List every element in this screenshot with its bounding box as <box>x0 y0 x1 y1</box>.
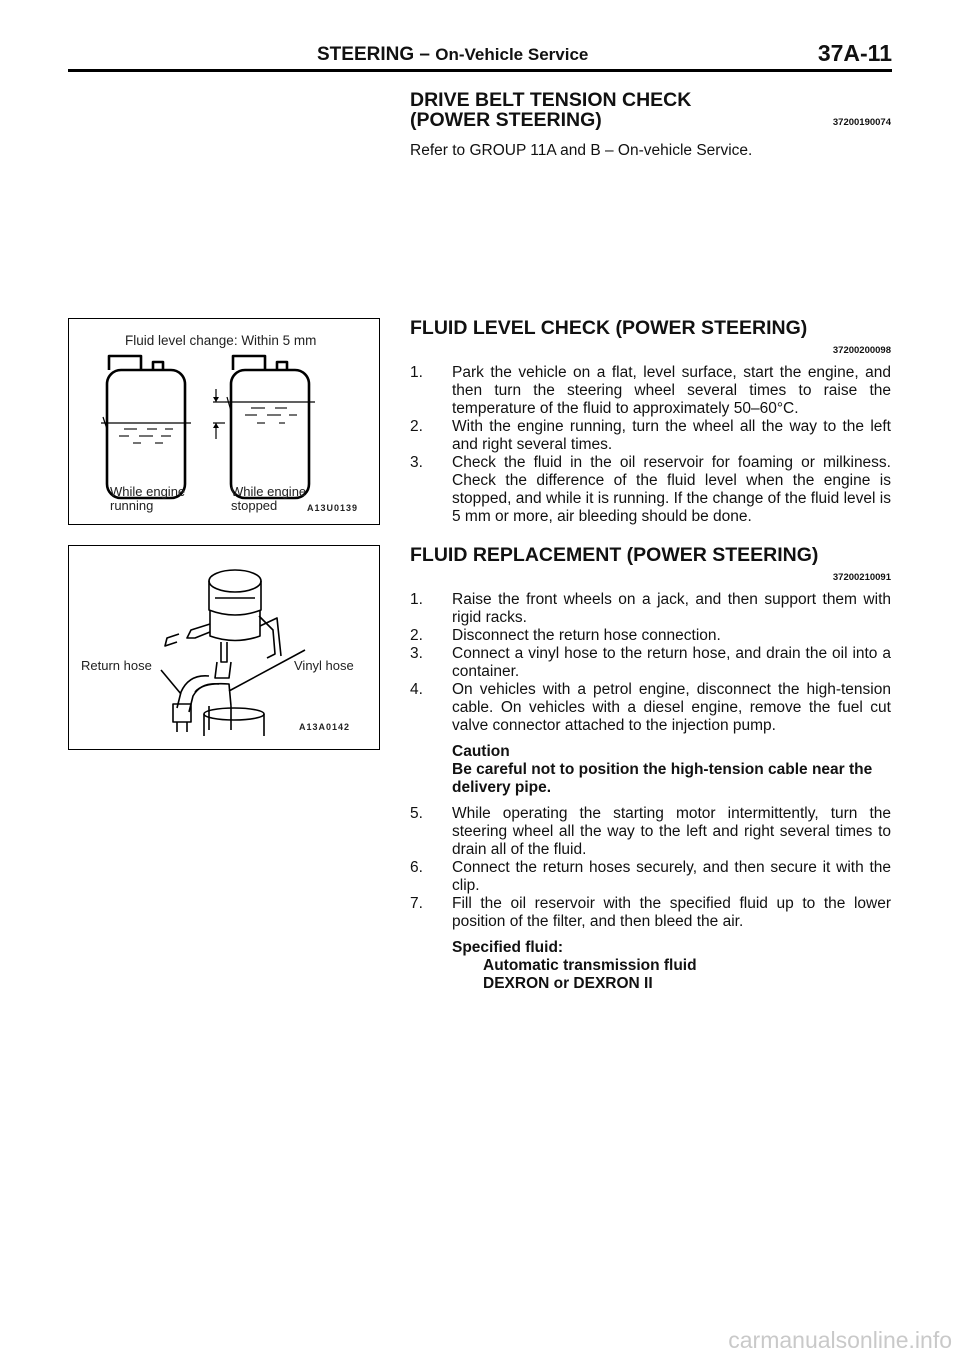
figure-code: A13U0139 <box>307 503 359 513</box>
list-item: 1. Park the vehicle on a flat, level surface, start the engine, and then turn the steering wheel several times to raise the temperature of the fluid to approximately 50–60°C. <box>410 364 891 417</box>
step-list <box>410 364 891 526</box>
section-code: 37200210091 <box>832 572 891 583</box>
list-item: 3. Connect a vinyl hose to the return hose, and drain the oil into a container. <box>410 645 891 680</box>
page-header <box>0 40 960 68</box>
header-section: STEERING <box>317 44 415 65</box>
header-rule <box>68 69 892 72</box>
step-list <box>410 805 891 931</box>
section-code: 37200200098 <box>832 345 891 356</box>
label-vinyl-hose: Vinyl hose <box>294 658 354 673</box>
section-drive-belt <box>410 90 891 160</box>
hose-illustration <box>69 546 379 749</box>
section-title-line2: (POWER STEERING) <box>410 109 602 131</box>
section-title: FLUID LEVEL CHECK (POWER STEERING) <box>410 317 808 339</box>
figure-fluid-level <box>68 318 380 525</box>
list-item: 4. On vehicles with a petrol engine, disconnect the high-tension cable. On vehicles with a diesel engine, remove the fuel cut valve connector attached to the injection pump. <box>410 681 891 734</box>
page-number: 37A-11 <box>817 40 892 66</box>
label-stopped: While engine stopped <box>231 484 307 513</box>
section-title: FLUID REPLACEMENT (POWER STEERING) <box>410 544 819 566</box>
header-dash: – <box>419 44 430 65</box>
list-item: 2. Disconnect the return hose connection. <box>410 627 721 644</box>
step-list <box>410 591 891 735</box>
spec-label: Specified fluid: <box>452 939 564 956</box>
figure-fluid-replacement <box>68 545 380 750</box>
spec-line2: DEXRON or DEXRON II <box>483 975 653 992</box>
section-code: 37200190074 <box>832 117 891 128</box>
list-item: 3. Check the fluid in the oil reservoir for foaming or milkiness. Check the difference of the fluid level when the engine is stopped, and while it is running. If the change of the fluid level is 5 mm or more, air bleeding should be done. <box>410 454 891 525</box>
label-return-hose: Return hose <box>81 658 152 673</box>
section-title-line1: DRIVE BELT TENSION CHECK <box>410 89 692 111</box>
spec-line1: Automatic transmission fluid <box>483 957 697 974</box>
figure-code: A13A0142 <box>299 722 351 732</box>
section-fluid-replacement <box>410 545 891 993</box>
spec-block <box>410 939 891 993</box>
list-item: 5. While operating the starting motor intermittently, turn the steering wheel all the way to the left and right several times to drain all of the fluid. <box>410 805 891 858</box>
figure-caption: Fluid level change: Within 5 mm <box>125 333 317 348</box>
caution-label: Caution <box>452 743 510 760</box>
label-running: While engine running <box>110 484 186 513</box>
watermark-text: carmanualsonline.info <box>728 1327 952 1353</box>
caution-block <box>410 743 891 797</box>
section-body: Refer to GROUP 11A and B – On-vehicle Service. <box>410 142 753 159</box>
list-item: 1. Raise the front wheels on a jack, and then support them with rigid racks. <box>410 591 891 626</box>
list-item: 7. Fill the oil reservoir with the specified fluid up to the lower position of the filter, and then bleed the air. <box>410 895 891 930</box>
list-item: 6. Connect the return hoses securely, and then secure it with the clip. <box>410 859 891 894</box>
section-fluid-level <box>410 318 891 526</box>
header-title <box>317 44 588 66</box>
list-item: 2. With the engine running, turn the wheel all the way to the left and right several times. <box>410 418 891 453</box>
header-subsection: On-Vehicle Service <box>435 45 589 64</box>
caution-text: Be careful not to position the high-tension cable near the delivery pipe. <box>452 761 873 796</box>
